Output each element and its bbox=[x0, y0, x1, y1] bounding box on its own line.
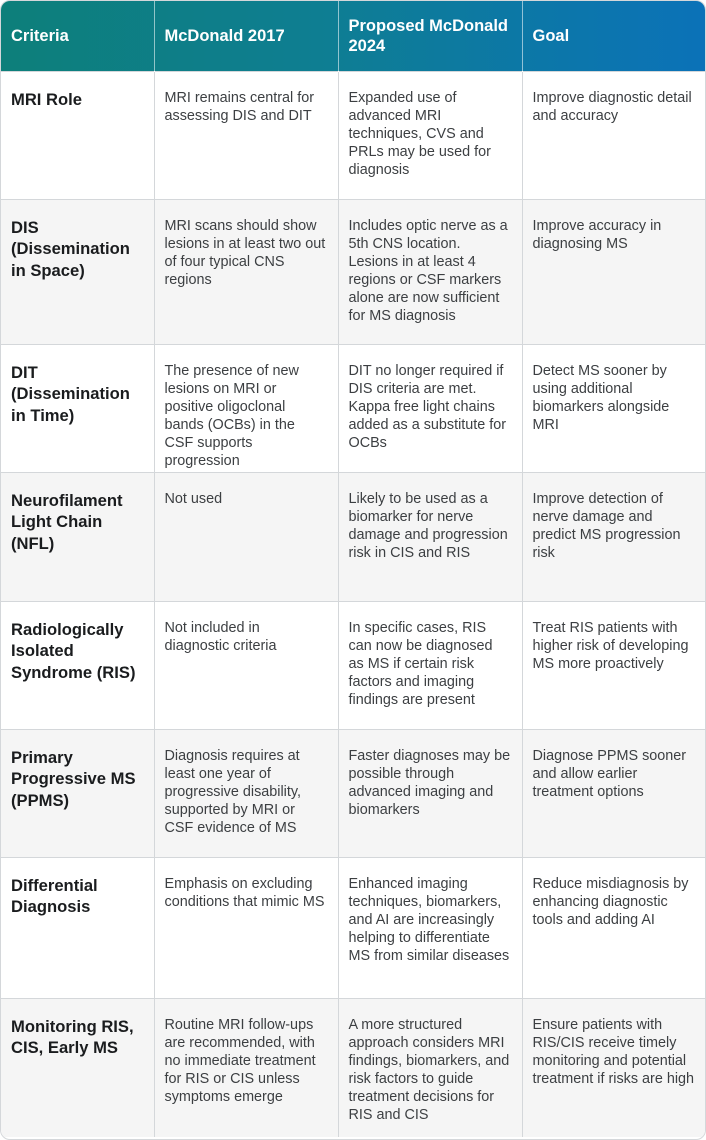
criteria-cell: Differential Diagnosis bbox=[1, 857, 154, 998]
proposed-2024-cell: A more structured approach considers MRI findings, biomarkers, and risk factors to guide treatment decisions for RIS and CIS bbox=[338, 998, 522, 1137]
table-row bbox=[1, 998, 705, 1137]
criteria-cell: Primary Progressive MS (PPMS) bbox=[1, 729, 154, 857]
table-body bbox=[1, 71, 705, 1137]
proposed-2024-cell: Likely to be used as a biomarker for nerve damage and progression risk in CIS and RIS bbox=[338, 472, 522, 601]
table-row bbox=[1, 71, 705, 199]
proposed-2024-cell: Faster diagnoses may be possible through advanced imaging and biomarkers bbox=[338, 729, 522, 857]
proposed-2024-cell: In specific cases, RIS can now be diagnosed as MS if certain risk factors and imaging findings are present bbox=[338, 601, 522, 729]
table-header bbox=[1, 1, 705, 71]
mcdonald-2017-cell: Not included in diagnostic criteria bbox=[154, 601, 338, 729]
proposed-2024-cell: Includes optic nerve as a 5th CNS location. Lesions in at least 4 regions or CSF markers alone are now sufficient for MS diagnosis bbox=[338, 199, 522, 344]
criteria-cell: MRI Role bbox=[1, 71, 154, 199]
mcdonald-2017-cell: The presence of new lesions on MRI or positive oligoclonal bands (OCBs) in the CSF supports progression bbox=[154, 344, 338, 472]
criteria-cell: DIS (Dissemination in Space) bbox=[1, 199, 154, 344]
header-goal: Goal bbox=[522, 1, 705, 71]
mcdonald-2017-cell: MRI remains central for assessing DIS and DIT bbox=[154, 71, 338, 199]
mcdonald-2017-cell: Diagnosis requires at least one year of progressive disability, supported by MRI or CSF evidence of MS bbox=[154, 729, 338, 857]
criteria-cell: DIT (Dissemination in Time) bbox=[1, 344, 154, 472]
table-row bbox=[1, 472, 705, 601]
header-proposed-mcdonald-2024: Proposed McDonald 2024 bbox=[338, 1, 522, 71]
proposed-2024-cell: Expanded use of advanced MRI techniques, CVS and PRLs may be used for diagnosis bbox=[338, 71, 522, 199]
mcdonald-criteria-comparison-table bbox=[1, 1, 705, 1137]
table-row bbox=[1, 857, 705, 998]
proposed-2024-cell: Enhanced imaging techniques, biomarkers, and AI are increasingly helping to differentiate MS from similar diseases bbox=[338, 857, 522, 998]
goal-cell: Improve detection of nerve damage and predict MS progression risk bbox=[522, 472, 705, 601]
goal-cell: Ensure patients with RIS/CIS receive timely monitoring and potential treatment if risks are high bbox=[522, 998, 705, 1137]
proposed-2024-cell: DIT no longer required if DIS criteria are met. Kappa free light chains added as a substitute for OCBs bbox=[338, 344, 522, 472]
mcdonald-2017-cell: Emphasis on excluding conditions that mimic MS bbox=[154, 857, 338, 998]
goal-cell: Diagnose PPMS sooner and allow earlier treatment options bbox=[522, 729, 705, 857]
table-row bbox=[1, 601, 705, 729]
header-row bbox=[1, 1, 705, 71]
mcdonald-2017-cell: Routine MRI follow-ups are recommended, with no immediate treatment for RIS or CIS unless symptoms emerge bbox=[154, 998, 338, 1137]
header-criteria: Criteria bbox=[11, 26, 69, 45]
table-row bbox=[1, 344, 705, 472]
goal-cell: Detect MS sooner by using additional biomarkers alongside MRI bbox=[522, 344, 705, 472]
mcdonald-2017-cell: Not used bbox=[154, 472, 338, 601]
goal-cell: Improve diagnostic detail and accuracy bbox=[522, 71, 705, 199]
header-mcdonald-2017: McDonald 2017 bbox=[154, 1, 338, 71]
mcdonald-2017-cell: MRI scans should show lesions in at least two out of four typical CNS regions bbox=[154, 199, 338, 344]
criteria-cell: Neurofilament Light Chain (NFL) bbox=[1, 472, 154, 601]
goal-cell: Reduce misdiagnosis by enhancing diagnostic tools and adding AI bbox=[522, 857, 705, 998]
table-row bbox=[1, 729, 705, 857]
goal-cell: Treat RIS patients with higher risk of developing MS more proactively bbox=[522, 601, 705, 729]
table-row bbox=[1, 199, 705, 344]
goal-cell: Improve accuracy in diagnosing MS bbox=[522, 199, 705, 344]
criteria-cell: Radiologically Isolated Syndrome (RIS) bbox=[1, 601, 154, 729]
criteria-cell: Monitoring RIS, CIS, Early MS bbox=[1, 998, 154, 1137]
